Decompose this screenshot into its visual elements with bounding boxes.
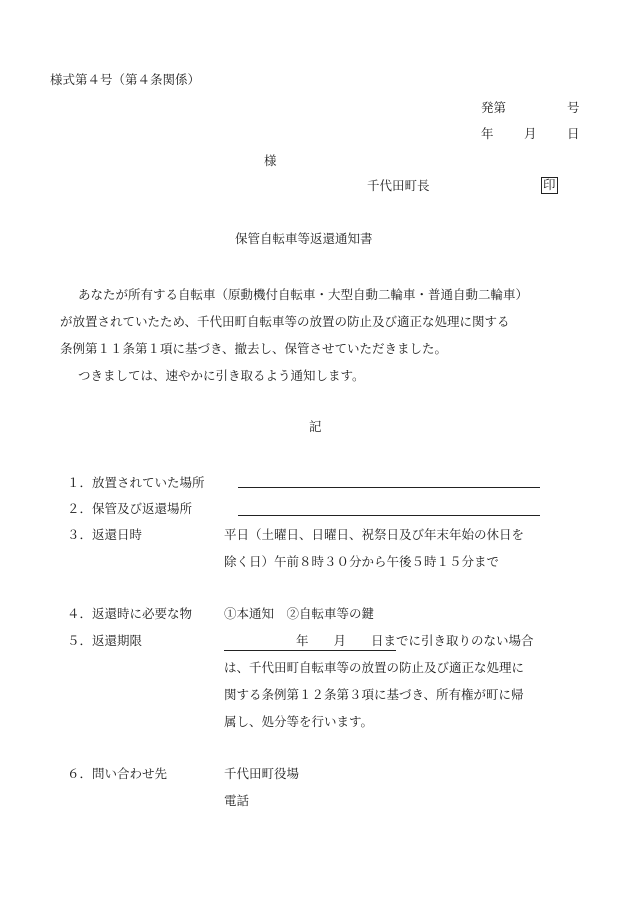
item-4-label: 返還時に必要な物 [92, 606, 193, 621]
item-6-value-line-2: 電話 [224, 793, 250, 808]
item-1-label: 放置されていた場所 [92, 475, 205, 490]
date-day-label: 日 [567, 126, 580, 141]
item-5-value-line-4: 属し、処分等を行います。 [224, 714, 374, 729]
item-6-number: ６． [67, 766, 93, 781]
item-2-number: ２． [67, 501, 93, 516]
item-5-value-line-1: 年 月 日までに引き取りのない場合 [296, 633, 534, 648]
seal-stamp: 印 [543, 177, 556, 192]
item-5-value-line-2: は、千代田町自転車等の放置の防止及び適正な処理に [224, 660, 525, 675]
body-line-3: 条例第１１条第１項に基づき、撤去し、保管させていただきました。 [60, 341, 448, 356]
ki-heading: 記 [309, 419, 322, 434]
date-month-label: 月 [524, 126, 537, 141]
body-line-4: つきましては、速やかに引き取るよう通知します。 [78, 368, 365, 383]
body-line-2: が放置されていたため、千代田町自転車等の放置の防止及び適正な処理に関する [60, 314, 510, 329]
body-line-1: あなたが所有する自転車（原動機付自転車・大型自動二輪車・普通自動二輪車） [78, 287, 529, 302]
item-6-label: 問い合わせ先 [92, 766, 168, 781]
item-6-value-line-1: 千代田町役場 [224, 766, 300, 781]
item-3-label: 返還日時 [92, 527, 143, 542]
item-5-label: 返還期限 [92, 633, 143, 648]
sender-name: 千代田町長 [367, 178, 430, 193]
item-4-number: ４． [67, 606, 93, 621]
document-title: 保管自転車等返還通知書 [235, 231, 373, 246]
item-5-value-line-3: 関する条例第１２条第３項に基づき、所有権が町に帰 [224, 687, 524, 702]
item-1-number: １． [67, 475, 93, 490]
issue-number-suffix: 号 [567, 100, 580, 115]
form-label: 様式第４号（第４条関係） [50, 72, 201, 87]
item-3-value-line-1: 平日（土曜日、日曜日、祝祭日及び年末年始の休日を [224, 527, 525, 542]
item-5-deadline-underline [224, 650, 396, 651]
item-3-number: ３． [67, 527, 93, 542]
item-5-number: ５． [67, 633, 93, 648]
date-year-label: 年 [481, 126, 494, 141]
item-3-value-line-2: 除く日）午前８時３０分から午後５時１５分まで [224, 554, 500, 569]
addressee-suffix: 様 [264, 153, 277, 168]
issue-number-prefix: 発第 [481, 100, 507, 115]
item-2-label: 保管及び返還場所 [92, 501, 193, 516]
item-1-blank-line [238, 487, 540, 488]
item-2-blank-line [238, 515, 540, 516]
item-4-value: ①本通知 ②自転車等の鍵 [224, 606, 375, 621]
